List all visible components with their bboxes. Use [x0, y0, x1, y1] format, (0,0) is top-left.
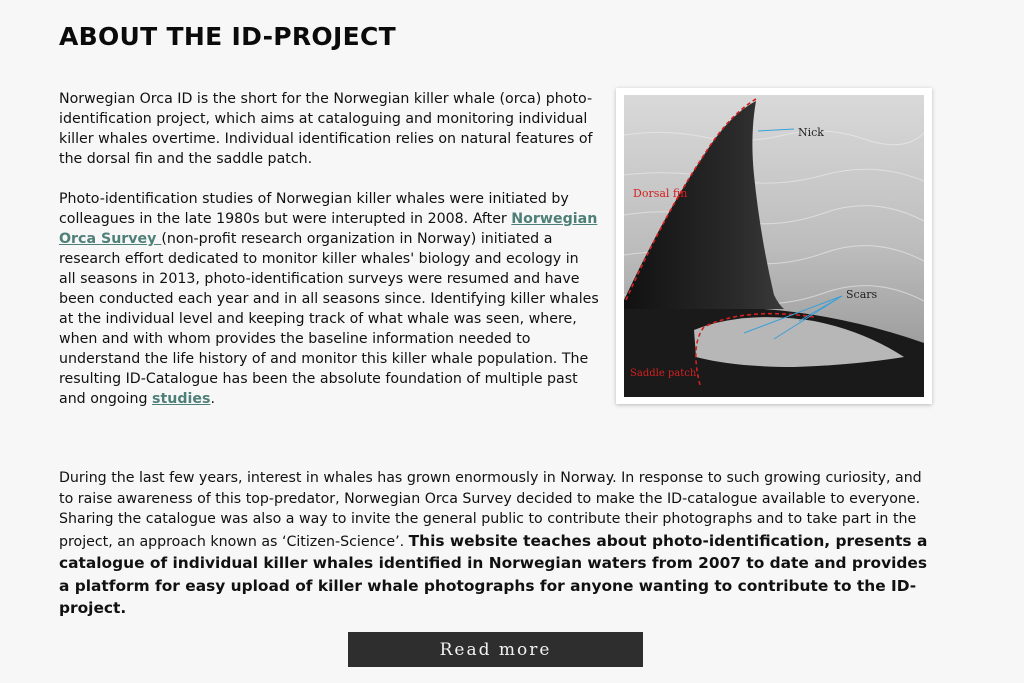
intro-text-segment: (non-profit research organization in Norway) initiated a research effort dedicated to monitor killer whales' biology and ecology in all seasons in 2013, photo-identification surveys were resumed and have been conducted each year and in all seasons since. Identifying killer whales at the individual level and keeping track of what whale was seen, where, when and with whom provides the baseline information needed to understand the life history of and monitor this killer whale population. The resulting ID-Catalogue has been the absolute foundation of multiple past and ongoing — [59, 231, 599, 407]
intro-paragraph-2 — [59, 189, 599, 409]
intro-paragraph-1: Norwegian Orca ID is the short for the Norwegian killer whale (orca) photo-identification project, which aims at cataloguing and monitoring individual killer whales overtime. Individual identification relies on natural features of the dorsal fin and the saddle patch. — [59, 91, 593, 167]
intro-text-segment: . — [210, 391, 215, 407]
intro-text-segment: Photo-identification studies of Norwegian killer whales were initiated by colleagues in the late 1980s but were interupted in 2008. After — [59, 191, 569, 227]
studies-link[interactable]: studies — [152, 391, 211, 407]
norwegian-orca-survey-link[interactable]: Norwegian Orca Survey — [59, 211, 598, 247]
bottom-text — [59, 468, 939, 620]
page-title: ABOUT THE ID-PROJECT — [59, 22, 396, 51]
dorsal-fin-figure — [616, 88, 932, 404]
saddle-patch-label: Saddle patch — [630, 368, 697, 379]
bottom-regular-text: During the last few years, interest in whales has grown enormously in Norway. In response to such growing curiosity, and to raise awareness of this top-predator, Norwegian Orca Survey decided to make the ID-catalogue available to everyone. Sharing the catalogue was also a way to invite the general public to contribute their photographs and to take part in the project, an approach known as ‘Citizen-Science’. — [59, 470, 922, 550]
bottom-paragraph — [59, 468, 939, 620]
dorsal-fin-label: Dorsal fin — [633, 187, 688, 200]
bottom-emphasis-text: This website teaches about photo-identification, presents a catalogue of individual killer whales identified in Norwegian waters from 2007 to date and provides a platform for easy upload of killer whale photographs for anyone wanting to contribute to the ID-project. — [59, 531, 928, 617]
intro-text — [59, 89, 599, 429]
orca-fin-photo — [624, 95, 924, 397]
nick-label: Nick — [798, 126, 824, 139]
read-more-button[interactable]: Read more — [348, 632, 643, 667]
scars-label: Scars — [846, 288, 878, 301]
